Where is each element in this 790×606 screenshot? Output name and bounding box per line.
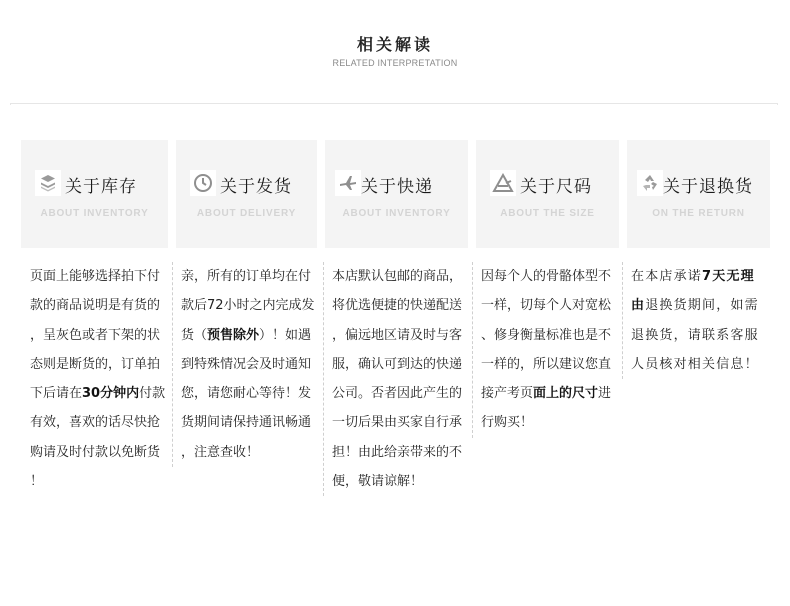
text-segment: 担！由此给亲带来的不 (332, 444, 463, 460)
emphasis-text: 预售除外 (207, 327, 260, 343)
card-return (627, 140, 770, 248)
text-line (181, 262, 324, 291)
text-line (332, 321, 472, 350)
text-line (30, 350, 172, 379)
text-segment: 将优选便捷的快递配送 (332, 298, 463, 314)
text-segment: 服，确认可到达的快递 (332, 356, 463, 372)
text-segment: 货期间请保持通讯畅通 (181, 415, 312, 431)
card-title: 关于尺码 (520, 177, 592, 197)
text-segment: 退换货，请联系客服 (631, 327, 759, 343)
text-line (30, 262, 172, 291)
text-segment: 便，敬请谅解！ (332, 474, 424, 490)
text-column-inventory (22, 262, 172, 496)
text-line (481, 350, 623, 379)
text-line (181, 379, 324, 408)
text-line (181, 321, 324, 350)
text-segment: ，注意查收！ (181, 444, 260, 460)
text-line (30, 379, 172, 408)
emphasis-text: 7天无理 (702, 269, 755, 284)
text-segment: ，偏远地区请及时与客 (332, 327, 463, 343)
text-line (481, 408, 623, 437)
text-line (30, 321, 172, 350)
card-delivery (176, 140, 317, 248)
text-segment: 在本店承诺 (631, 269, 703, 284)
info-cards (0, 140, 790, 248)
text-segment: 有效，喜欢的话尽快抢 (30, 415, 161, 431)
text-segment: 一样，切每个人对宽松 (481, 298, 612, 314)
section-title: 相关解读 (356, 35, 433, 54)
text-segment: 您，请您耐心等待！发 (181, 386, 312, 402)
text-line (332, 467, 472, 496)
card-subtitle: ABOUT INVENTORY (40, 208, 149, 219)
text-segment: ，呈灰色或者下架的状 (30, 327, 161, 343)
section-subtitle: RELATED INTERPRETATION (332, 58, 458, 68)
card-subtitle: ABOUT INVENTORY (342, 208, 451, 219)
stack-boxes-icon (35, 170, 61, 196)
card-subtitle: ON THE RETURN (652, 208, 745, 219)
card-title: 关于快递 (361, 177, 433, 197)
text-line (181, 350, 324, 379)
text-segment: 行购买！ (481, 415, 534, 431)
text-segment: 、修身衡量标准也是不 (481, 327, 612, 343)
text-column-delivery (172, 262, 324, 467)
text-column-express (323, 262, 472, 496)
text-line (481, 321, 623, 350)
text-line (30, 408, 172, 437)
text-line (181, 408, 324, 437)
ruler-triangle-icon (490, 170, 516, 196)
text-segment: 因每个人的骨骼体型不 (481, 269, 612, 284)
airplane-icon (335, 170, 361, 196)
text-line (332, 408, 472, 437)
text-segment: 进 (598, 386, 612, 402)
text-line (332, 379, 472, 408)
text-line (631, 262, 772, 291)
emphasis-text: 由 (631, 298, 646, 314)
text-line (481, 262, 623, 291)
card-express (325, 140, 468, 248)
text-line (481, 291, 623, 320)
text-segment: 一样的，所以建议您直 (481, 356, 612, 372)
text-segment: 态则是断货的，订单拍 (30, 356, 161, 372)
card-size (476, 140, 619, 248)
text-segment: ！ (30, 474, 44, 490)
card-title: 关于发货 (220, 177, 292, 197)
divider (10, 103, 778, 105)
recycle-icon (637, 170, 663, 196)
text-line (181, 438, 324, 467)
text-line (181, 291, 324, 320)
text-line (30, 467, 172, 496)
card-subtitle: ABOUT DELIVERY (196, 208, 297, 219)
text-segment: 公司。否者因此产生的 (332, 386, 463, 402)
text-line (631, 291, 772, 320)
text-segment: 接产考页 (481, 386, 534, 402)
text-segment: 人员核对相关信息！ (631, 356, 759, 372)
text-line (332, 262, 472, 291)
text-line (30, 438, 172, 467)
text-segment: ）！如遇 (259, 327, 312, 343)
text-segment: 付款 (139, 386, 166, 402)
text-segment: 一切后果由买家自行承 (332, 415, 463, 431)
text-segment: 购请及时付款以免断货 (30, 444, 161, 460)
text-segment: 款的商品说明是有货的 (30, 298, 161, 314)
card-subtitle: ABOUT THE SIZE (500, 208, 595, 219)
emphasis-text: 面上的尺寸 (533, 386, 599, 402)
text-segment: 本店默认包邮的商品， (332, 269, 463, 284)
text-segment: 下后请在 (30, 386, 83, 402)
card-title: 关于库存 (65, 177, 137, 197)
text-segment: 款后72小时之内完成发 (181, 298, 315, 314)
text-line (30, 291, 172, 320)
text-line (481, 379, 623, 408)
text-line (332, 438, 472, 467)
emphasis-text: 30分钟内 (82, 386, 140, 402)
text-column-size (472, 262, 623, 438)
text-segment: 退换货期间，如需 (645, 298, 759, 314)
text-segment: 亲，所有的订单均在付 (181, 269, 312, 284)
text-segment: 货（ (181, 327, 208, 343)
text-line (631, 350, 772, 379)
text-line (332, 291, 472, 320)
card-inventory (21, 140, 168, 248)
text-line (631, 321, 772, 350)
text-segment: 到特殊情况会及时通知 (181, 356, 312, 372)
text-segment: 页面上能够选择拍下付 (30, 269, 161, 284)
text-line (332, 350, 472, 379)
text-column-return (622, 262, 772, 379)
clock-icon (190, 170, 216, 196)
card-title: 关于退换货 (663, 177, 753, 197)
